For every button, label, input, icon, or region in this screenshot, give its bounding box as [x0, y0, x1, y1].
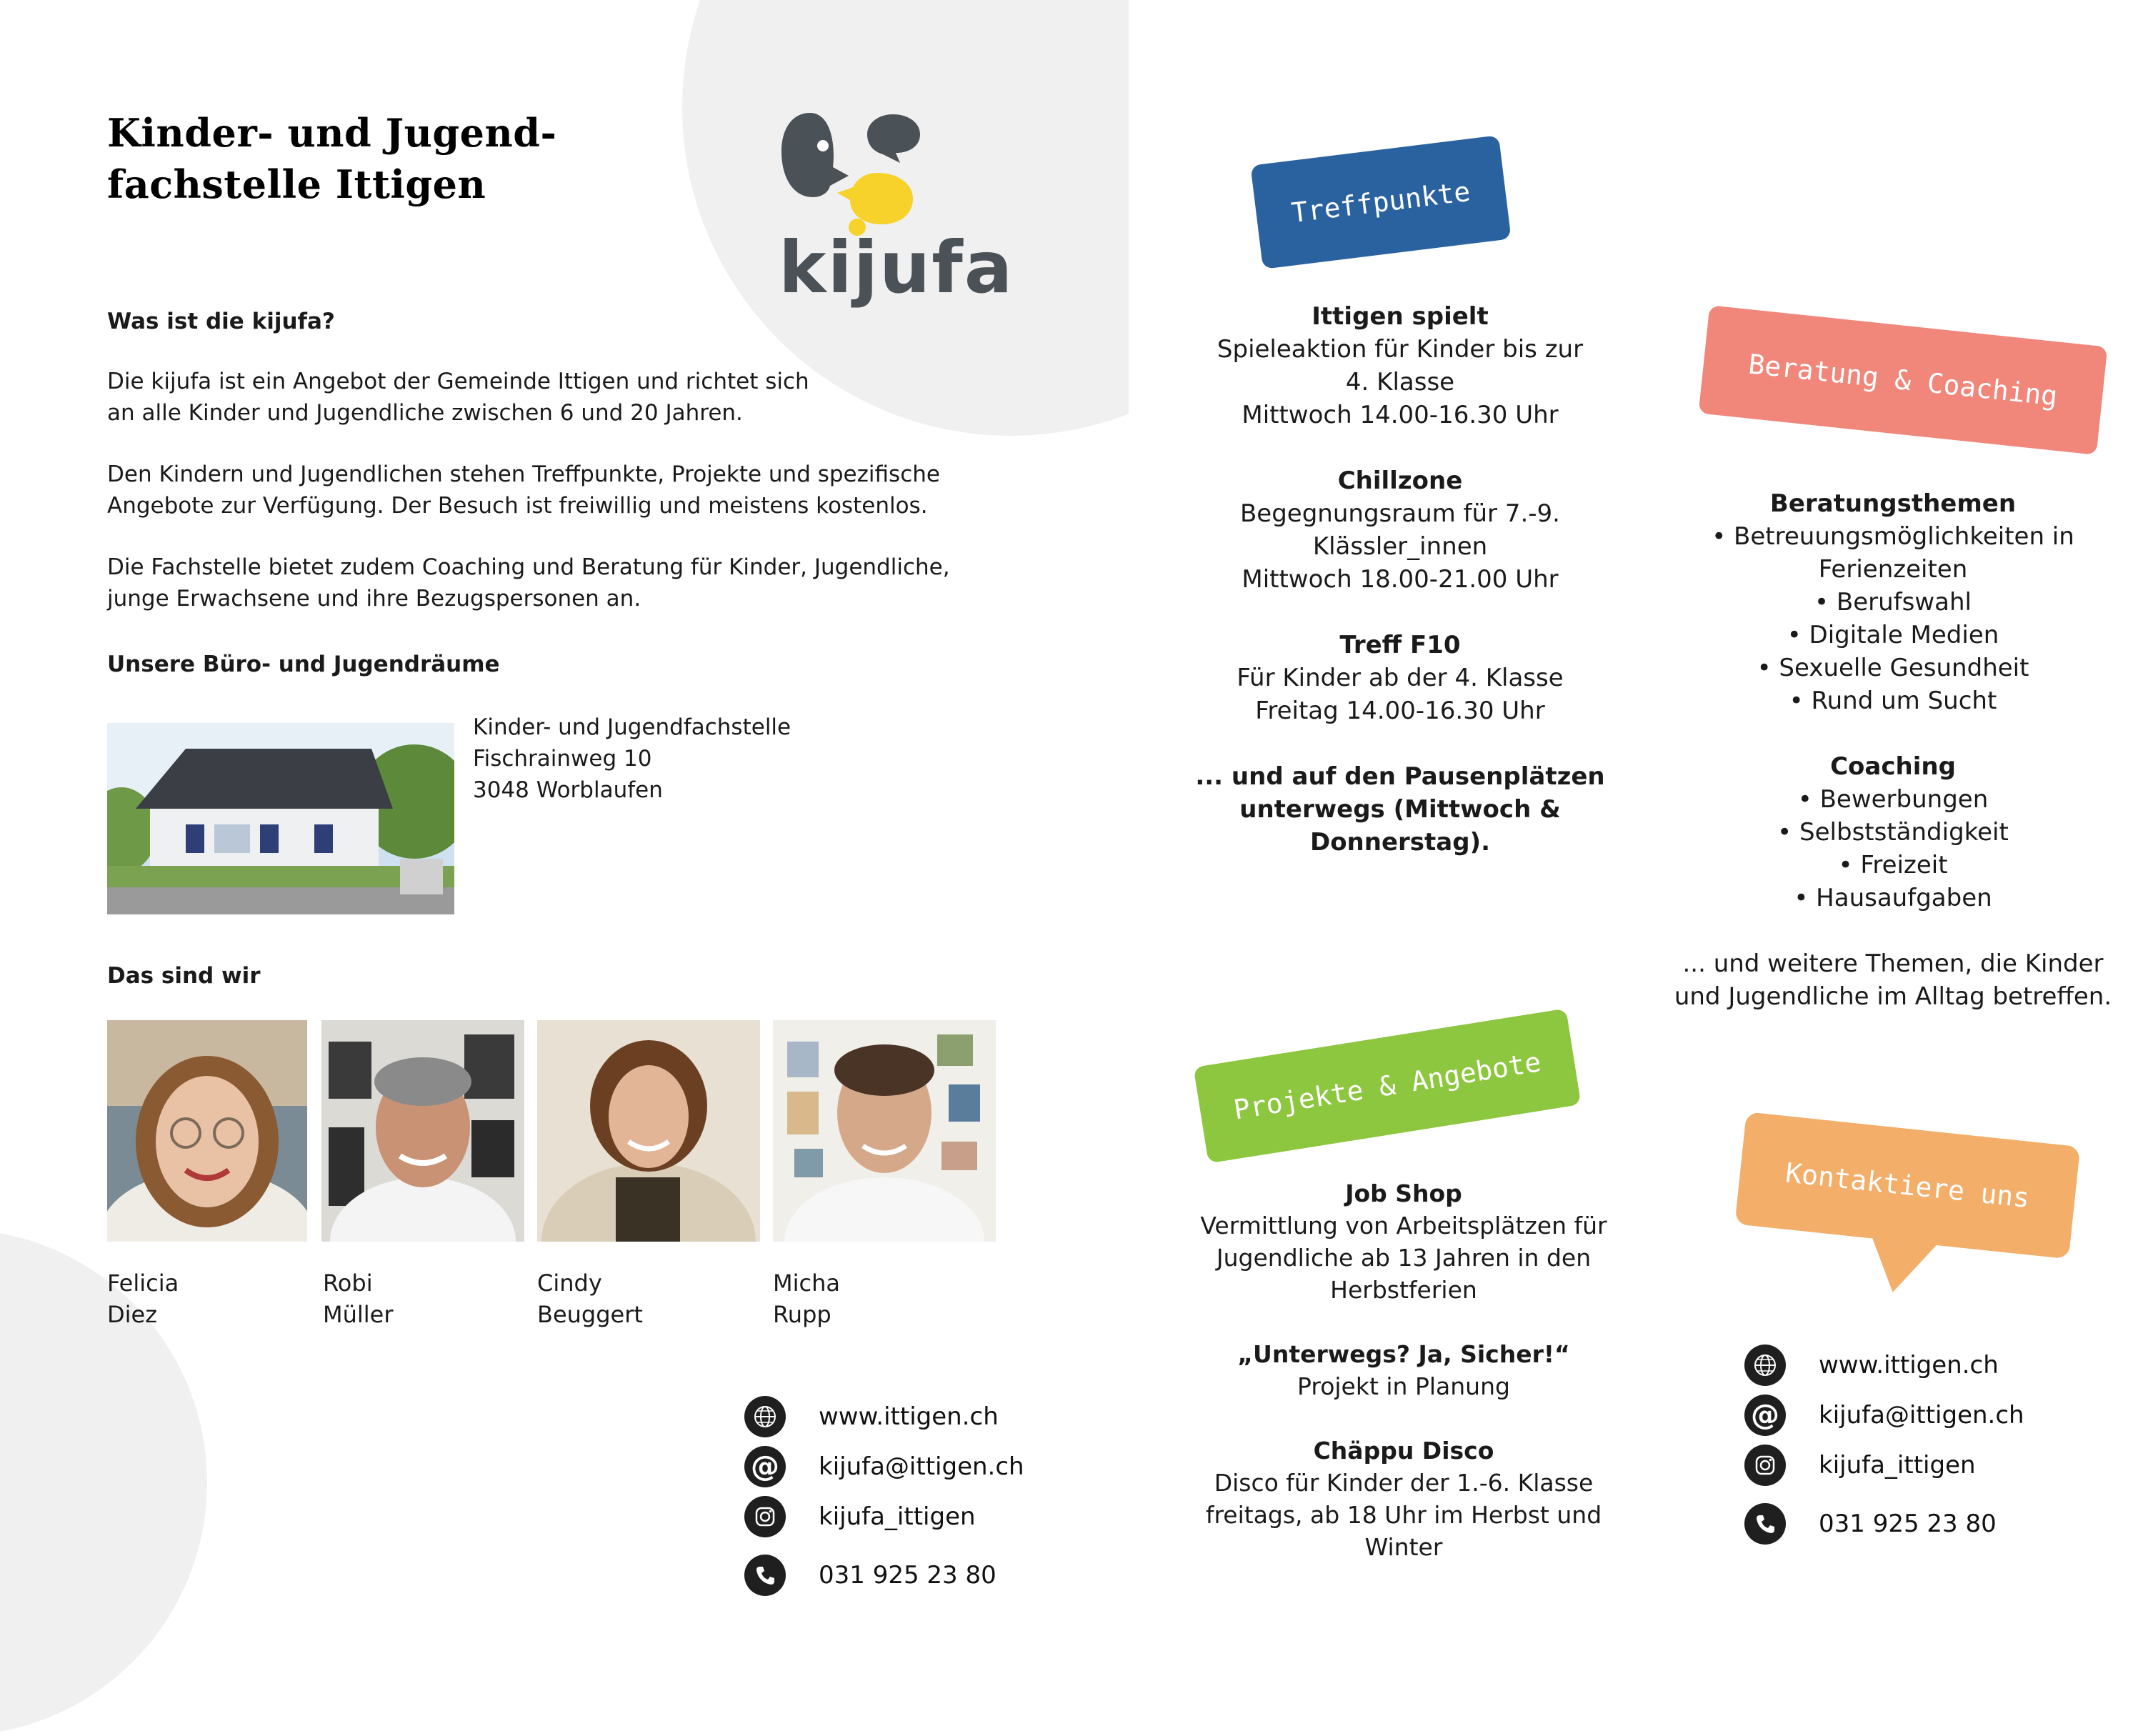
at-icon: @	[1744, 1395, 1786, 1436]
team-member-name: Felicia Diez	[107, 1269, 179, 1328]
contact-phone-row[interactable]	[744, 1555, 996, 1596]
contact-instagram-link[interactable]: kijufa_ittigen	[819, 1502, 976, 1531]
page-title: Kinder- und Jugend- fachstelle Ittigen	[107, 110, 557, 207]
team-heading: Das sind wir	[107, 963, 261, 989]
treffpunkt-item: Chillzone Begegnungsraum für 7.-9. Klässler_innen Mittwoch 18.00-21.00 Uhr	[1239, 467, 1560, 594]
globe-icon	[744, 1396, 786, 1437]
contact-email-link[interactable]: kijufa@ittigen.ch	[1819, 1401, 2024, 1430]
phone-icon	[744, 1555, 786, 1596]
contact-phone-link[interactable]: 031 925 23 80	[1819, 1510, 1997, 1538]
intro-paragraph-2: Den Kindern und Jugendlichen stehen Treffpunkte, Projekte und spezifische Angebote zur Verfügung. Der Besuch ist freiwillig und meistens kostenlos.	[107, 462, 940, 519]
kontakt-label: Kontaktiere uns	[1784, 1157, 2032, 1214]
team-photo-micha	[773, 1020, 996, 1242]
team-member-name: Cindy Beuggert	[537, 1269, 643, 1328]
contact-phone-row[interactable]	[1744, 1503, 1997, 1545]
office-heading: Unsere Büro- und Jugendräume	[107, 652, 500, 677]
team-photo-robi	[321, 1020, 524, 1242]
team-photo-felicia	[107, 1020, 307, 1242]
team-member-name: Micha Rupp	[773, 1269, 840, 1328]
contact-email-link[interactable]: kijufa@ittigen.ch	[819, 1452, 1024, 1481]
projekte-list	[1172, 1177, 1636, 1596]
contact-web-link[interactable]: www.ittigen.ch	[1819, 1351, 1999, 1380]
beratung-footer: ... und weitere Themen, die Kinder und Jugendliche im Alltag betreffen.	[1674, 949, 2112, 1011]
treffpunkt-item: Treff F10 Für Kinder ab der 4. Klasse Freitag 14.00-16.30 Uhr	[1237, 631, 1564, 725]
instagram-icon	[1744, 1445, 1786, 1486]
treffpunkte-list	[1179, 300, 1622, 892]
projekt-item: Chäppu Disco Disco für Kinder der 1.-6. Klasse freitags, ab 18 Uhr im Herbst und Winter	[1205, 1437, 1602, 1561]
contact-instagram-row[interactable]	[1744, 1445, 1976, 1486]
kontakt-bubble	[1727, 1112, 2081, 1332]
contact-web-row[interactable]	[1744, 1345, 1999, 1386]
beratung-label: Beratung & Coaching	[1699, 305, 2108, 455]
office-building-photo	[107, 723, 454, 914]
treffpunkt-item: Ittigen spielt Spieleaktion für Kinder bis zur 4. Klasse Mittwoch 14.00-16.30 Uhr	[1217, 302, 1584, 429]
intro-question: Was ist die kijufa?	[107, 309, 335, 334]
treffpunkte-label: Treffpunkte	[1250, 135, 1511, 269]
treffpunkte-footer: ... und auf den Pausenplätzen unterwegs (Mittwoch & Donnerstag).	[1195, 762, 1605, 857]
team-member-name: Robi Müller	[323, 1269, 394, 1328]
intro-paragraph-1: Die kijufa ist ein Angebot der Gemeinde Ittigen und richtet sich an alle Kinder und Jugendliche zwischen 6 und 20 Jahren.	[107, 369, 809, 426]
contact-instagram-row[interactable]	[744, 1496, 976, 1537]
contact-web-link[interactable]: www.ittigen.ch	[819, 1402, 999, 1431]
contact-email-row[interactable]	[1744, 1395, 2024, 1436]
contact-email-row[interactable]	[744, 1446, 1024, 1487]
intro-paragraph-3: Die Fachstelle bietet zudem Coaching und Beratung für Kinder, Jugendliche, junge Erwachsene und ihre Bezugspersonen an.	[107, 554, 950, 612]
logo-wordmark: kijufa	[779, 226, 1014, 309]
contact-web-row[interactable]	[744, 1396, 999, 1437]
phone-icon	[1744, 1503, 1786, 1545]
team-photo-cindy	[537, 1020, 760, 1242]
contact-phone-link[interactable]: 031 925 23 80	[819, 1561, 996, 1590]
projekt-item: Job Shop Vermittlung von Arbeitsplätzen für Jugendliche ab 13 Jahren in den Herbstferien	[1200, 1179, 1607, 1304]
office-address: Kinder- und Jugendfachstelle Fischrainweg 10 3048 Worblaufen	[473, 714, 791, 803]
globe-icon	[1744, 1345, 1786, 1386]
kijufa-logo	[779, 107, 1014, 321]
beratung-list	[1664, 487, 2122, 947]
instagram-icon	[744, 1496, 786, 1537]
contact-instagram-link[interactable]: kijufa_ittigen	[1819, 1451, 1976, 1480]
coaching-themen: Coaching • Bewerbungen • Selbstständigkeit • Freizeit • Hausaufgaben	[1777, 752, 2009, 912]
beratungsthemen: Beratungsthemen • Betreuungsmöglichkeiten in Ferienzeiten • Berufswahl • Digitale Medien • Sexuelle Gesundheit • Rund um Sucht	[1712, 489, 2074, 715]
at-icon: @	[744, 1446, 786, 1487]
projekte-label: Projekte & Angebote	[1194, 1009, 1582, 1164]
projekt-item: „Unterwegs? Ja, Sicher!“ Projekt in Planung	[1237, 1340, 1570, 1400]
